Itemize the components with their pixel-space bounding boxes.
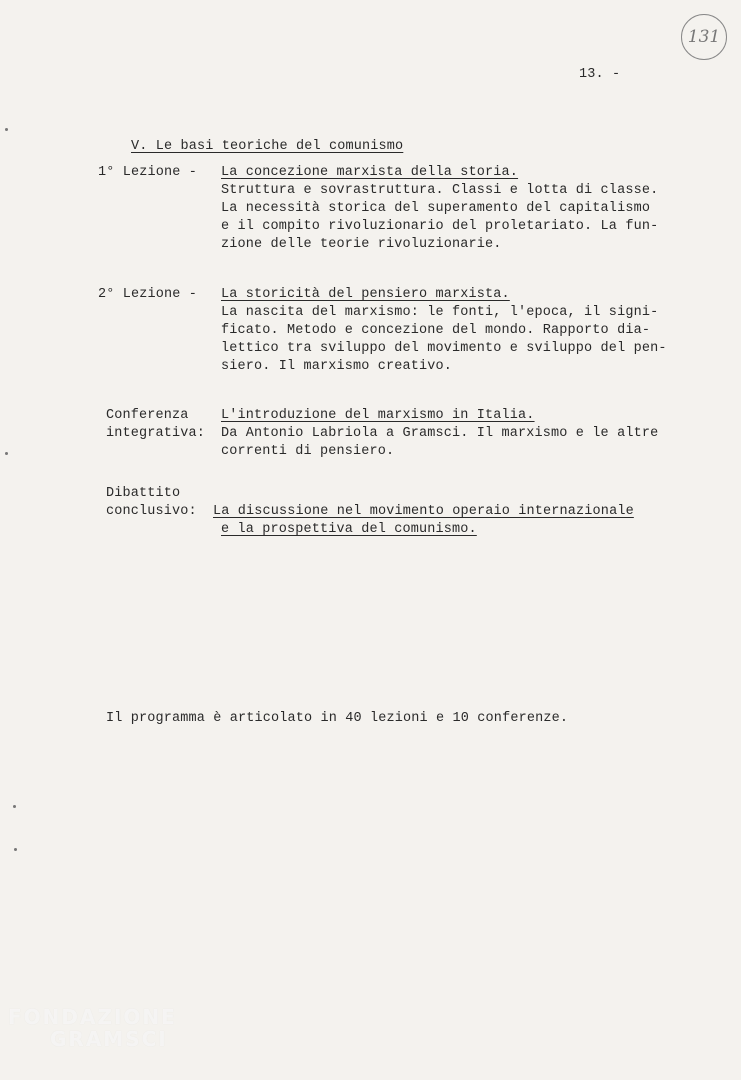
lesson-2-label: 2° Lezione - — [98, 287, 198, 302]
lesson-2-line: siero. Il marxismo creativo. — [221, 359, 453, 374]
lesson-1-title: La concezione marxista della storia. — [221, 165, 519, 180]
lesson-2-line: La nascita del marxismo: le fonti, l'epoca, il signi- — [221, 305, 659, 320]
lesson-2-line: ficato. Metodo e concezione del mondo. Rapporto dia- — [221, 323, 651, 338]
debate-title-1: La discussione nel movimento operaio internazionale — [213, 504, 634, 519]
debate-title-2: e la prospettiva del comunismo. — [221, 522, 477, 537]
watermark-line-1: FONDAZIONE — [8, 1005, 177, 1029]
scan-speck — [5, 452, 8, 455]
lesson-1-line: Struttura e sovrastruttura. Classi e lotta di classe. — [221, 183, 659, 198]
lesson-1-line: La necessità storica del superamento del capitalismo — [221, 201, 651, 216]
scan-speck — [14, 848, 17, 851]
program-summary: Il programma è articolato in 40 lezioni e 10 conferenze. — [106, 711, 569, 726]
debate-label-1: Dibattito — [106, 486, 181, 501]
conference-label-2: integrativa: — [106, 426, 206, 441]
archive-stamp: 131 — [681, 14, 727, 60]
lesson-1-line: zione delle teorie rivoluzionarie. — [221, 237, 502, 252]
section-title-text: V. Le basi teoriche del comunismo — [131, 139, 404, 154]
conference-line: correnti di pensiero. — [221, 444, 395, 459]
lesson-1-label: 1° Lezione - — [98, 165, 198, 180]
conference-label-1: Conferenza — [106, 408, 189, 423]
conference-line: Da Antonio Labriola a Gramsci. Il marxismo e le altre — [221, 426, 659, 441]
lesson-1-line: e il compito rivoluzionario del proletariato. La fun- — [221, 219, 659, 234]
watermark-line-2: GRAMSCI — [50, 1027, 168, 1051]
page-number: 13. - — [579, 67, 621, 82]
foundation-watermark — [8, 1006, 177, 1050]
debate-label-2: conclusivo: — [106, 504, 197, 519]
lesson-2-title: La storicità del pensiero marxista. — [221, 287, 510, 302]
conference-title: L'introduzione del marxismo in Italia. — [221, 408, 535, 423]
scan-speck — [5, 128, 8, 131]
scan-speck — [13, 805, 16, 808]
lesson-2-line: lettico tra sviluppo del movimento e sviluppo del pen- — [221, 341, 667, 356]
